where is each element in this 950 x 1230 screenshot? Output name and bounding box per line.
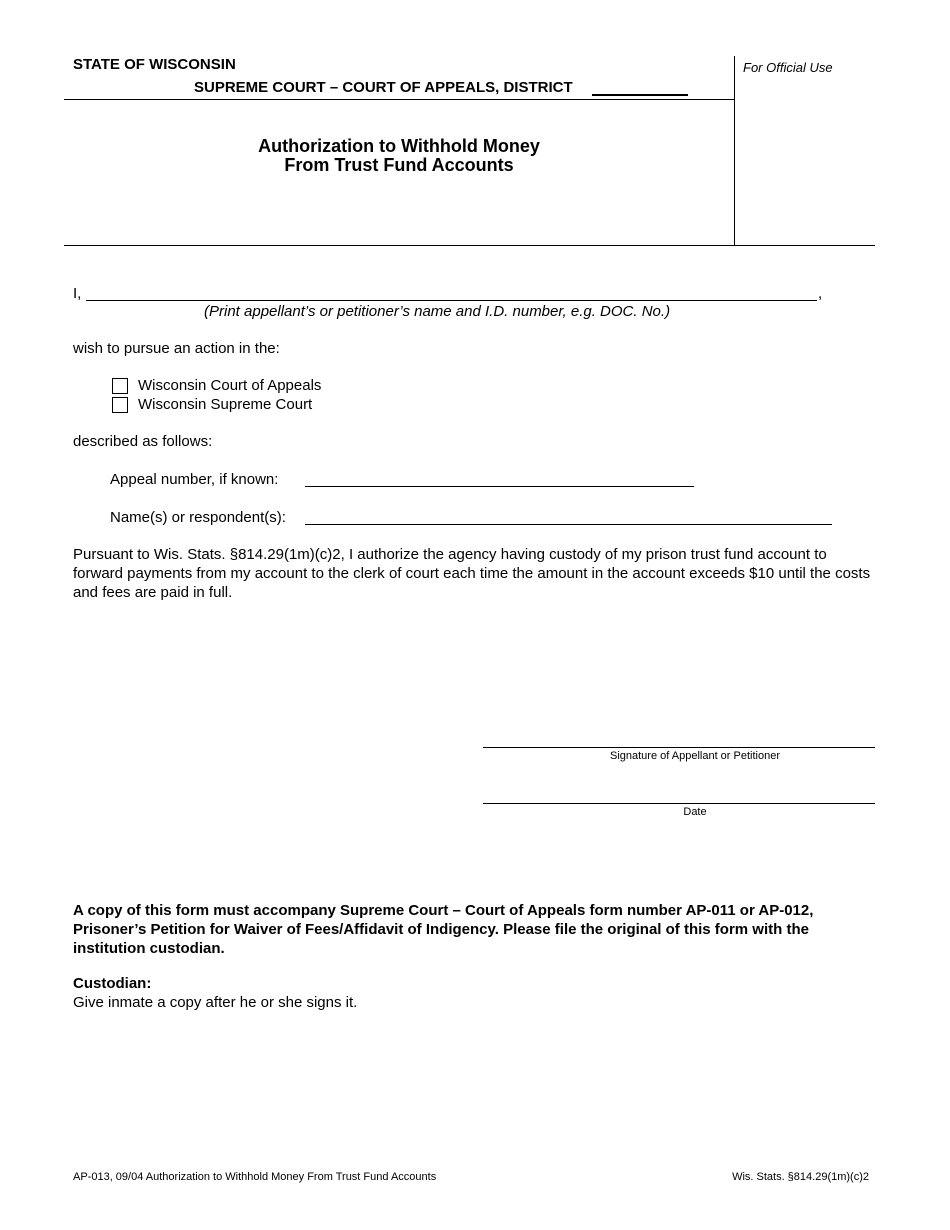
official-use-divider xyxy=(734,56,735,246)
described-text: described as follows: xyxy=(73,433,213,450)
header-bottom-rule xyxy=(64,245,875,246)
form-title-line1: Authorization to Withhold Money xyxy=(258,136,540,156)
name-field[interactable] xyxy=(86,300,817,301)
official-use-label: For Official Use xyxy=(743,60,833,75)
date-field[interactable] xyxy=(483,803,875,804)
appeal-number-label: Appeal number, if known: xyxy=(110,471,279,488)
custodian-heading: Custodian: xyxy=(73,975,152,992)
supreme-court-checkbox[interactable] xyxy=(112,397,128,413)
district-field[interactable] xyxy=(592,94,688,96)
header-rule xyxy=(64,99,735,100)
respondents-field[interactable] xyxy=(305,524,832,525)
court-of-appeals-label: Wisconsin Court of Appeals xyxy=(138,377,322,394)
pursue-text: wish to pursue an action in the: xyxy=(73,340,280,357)
court-of-appeals-checkbox[interactable] xyxy=(112,378,128,394)
authorization-paragraph: Pursuant to Wis. Stats. §814.29(1m)(c)2, I authorize the agency having custody of my prison trust fund account to forward payments from my account to the clerk of court each time the amount in the account exceeds $10 until the costs and fees are paid in full. xyxy=(73,546,871,601)
form-title-line2: From Trust Fund Accounts xyxy=(284,155,514,175)
signature-field[interactable] xyxy=(483,747,875,748)
footer-statute: Wis. Stats. §814.29(1m)(c)2 xyxy=(732,1171,869,1183)
respondents-label: Name(s) or respondent(s): xyxy=(110,509,286,526)
footer-form-id: AP-013, 09/04 Authorization to Withhold Money From Trust Fund Accounts xyxy=(73,1171,437,1183)
copy-notice: A copy of this form must accompany Supreme Court – Court of Appeals form number AP-011 or AP-012, Prisoner’s Petition for Waiver of Fees/Affidavit of Indigency. Please file the original of this form with the institution custodian. xyxy=(73,902,814,957)
supreme-court-label: Wisconsin Supreme Court xyxy=(138,396,313,413)
date-label: Date xyxy=(683,806,707,818)
appeal-number-field[interactable] xyxy=(305,486,694,487)
court-heading: SUPREME COURT – COURT OF APPEALS, DISTRICT xyxy=(194,79,573,96)
name-prefix: I, xyxy=(73,285,82,302)
name-hint: (Print appellant’s or petitioner’s name and I.D. number, e.g. DOC. No.) xyxy=(204,303,671,320)
state-heading: STATE OF WISCONSIN xyxy=(73,56,236,73)
signature-label: Signature of Appellant or Petitioner xyxy=(609,750,780,762)
custodian-text: Give inmate a copy after he or she signs it. xyxy=(73,994,358,1011)
name-suffix: , xyxy=(818,285,823,302)
